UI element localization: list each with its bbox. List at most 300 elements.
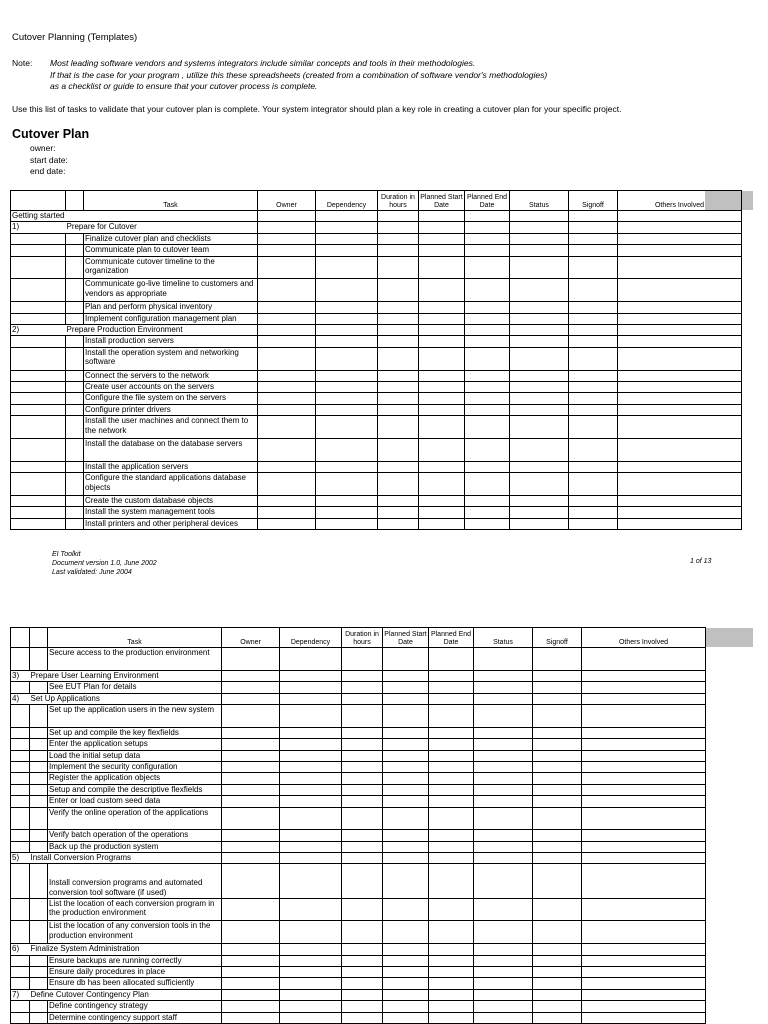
task-name[interactable]: Install production servers (83, 336, 257, 347)
table-cell[interactable] (533, 955, 582, 966)
table-cell[interactable] (568, 393, 617, 404)
table-cell[interactable] (280, 693, 342, 704)
table-cell[interactable] (222, 830, 280, 841)
table-cell[interactable] (617, 336, 741, 347)
table-cell[interactable] (568, 211, 617, 222)
table-cell[interactable] (582, 761, 706, 772)
table-cell[interactable] (257, 518, 315, 529)
table-cell[interactable] (418, 211, 464, 222)
table-cell[interactable] (280, 773, 342, 784)
table-cell[interactable] (533, 773, 582, 784)
table-cell[interactable] (533, 978, 582, 989)
task-name[interactable]: Set up the application users in the new system (48, 704, 222, 727)
table-cell[interactable] (617, 313, 741, 324)
table-cell[interactable] (533, 761, 582, 772)
table-cell[interactable] (429, 967, 474, 978)
table-cell[interactable] (429, 978, 474, 989)
table-cell[interactable] (474, 807, 533, 830)
table-cell[interactable] (464, 313, 509, 324)
table-cell[interactable] (383, 761, 429, 772)
table-cell[interactable] (222, 864, 280, 898)
table-cell[interactable] (474, 784, 533, 795)
table-cell[interactable] (315, 347, 377, 370)
table-cell[interactable] (474, 648, 533, 671)
table-cell[interactable] (222, 807, 280, 830)
table-cell[interactable] (418, 518, 464, 529)
table-cell[interactable] (418, 347, 464, 370)
table-cell[interactable] (315, 438, 377, 461)
table-cell[interactable] (377, 416, 418, 439)
table-cell[interactable] (533, 670, 582, 681)
table-cell[interactable] (617, 416, 741, 439)
table-cell[interactable] (257, 370, 315, 381)
table-cell[interactable] (617, 507, 741, 518)
table-cell[interactable] (568, 404, 617, 415)
table-cell[interactable] (617, 518, 741, 529)
table-cell[interactable] (464, 370, 509, 381)
table-cell[interactable] (568, 381, 617, 392)
table-cell[interactable] (464, 416, 509, 439)
table-cell[interactable] (418, 336, 464, 347)
table-cell[interactable] (582, 978, 706, 989)
table-cell[interactable] (280, 761, 342, 772)
table-cell[interactable] (582, 1012, 706, 1023)
table-cell[interactable] (315, 473, 377, 496)
table-cell[interactable] (315, 404, 377, 415)
table-cell[interactable] (617, 347, 741, 370)
table-cell[interactable] (315, 518, 377, 529)
table-cell[interactable] (617, 381, 741, 392)
task-name[interactable]: Secure access to the production environment (48, 648, 222, 671)
table-cell[interactable] (280, 796, 342, 807)
table-cell[interactable] (280, 807, 342, 830)
table-cell[interactable] (582, 693, 706, 704)
table-cell[interactable] (315, 461, 377, 472)
table-cell[interactable] (509, 211, 568, 222)
table-cell[interactable] (383, 648, 429, 671)
table-cell[interactable] (342, 955, 383, 966)
table-cell[interactable] (342, 682, 383, 693)
table-cell[interactable] (222, 1012, 280, 1023)
table-cell[interactable] (533, 648, 582, 671)
table-cell[interactable] (257, 324, 315, 335)
table-cell[interactable] (257, 495, 315, 506)
table-cell[interactable] (582, 773, 706, 784)
table-cell[interactable] (474, 773, 533, 784)
table-cell[interactable] (617, 211, 741, 222)
table-cell[interactable] (418, 416, 464, 439)
table-cell[interactable] (568, 416, 617, 439)
table-cell[interactable] (582, 807, 706, 830)
table-cell[interactable] (377, 256, 418, 279)
table-cell[interactable] (582, 670, 706, 681)
table-cell[interactable] (617, 279, 741, 302)
table-cell[interactable] (474, 898, 533, 921)
table-cell[interactable] (377, 495, 418, 506)
table-cell[interactable] (257, 302, 315, 313)
table-cell[interactable] (377, 233, 418, 244)
table-cell[interactable] (280, 727, 342, 738)
table-cell[interactable] (280, 921, 342, 944)
table-cell[interactable] (617, 245, 741, 256)
table-cell[interactable] (383, 978, 429, 989)
table-cell[interactable] (342, 727, 383, 738)
table-cell[interactable] (377, 245, 418, 256)
table-cell[interactable] (257, 233, 315, 244)
table-cell[interactable] (582, 864, 706, 898)
table-cell[interactable] (429, 989, 474, 1000)
table-cell[interactable] (582, 830, 706, 841)
table-cell[interactable] (474, 841, 533, 852)
table-cell[interactable] (533, 739, 582, 750)
table-cell[interactable] (509, 507, 568, 518)
table-cell[interactable] (429, 784, 474, 795)
table-cell[interactable] (257, 211, 315, 222)
table-cell[interactable] (222, 739, 280, 750)
table-cell[interactable] (418, 507, 464, 518)
table-cell[interactable] (383, 955, 429, 966)
table-cell[interactable] (509, 313, 568, 324)
table-cell[interactable] (509, 473, 568, 496)
table-cell[interactable] (418, 313, 464, 324)
table-cell[interactable] (509, 438, 568, 461)
table-cell[interactable] (568, 507, 617, 518)
task-name[interactable]: Connect the servers to the network (83, 370, 257, 381)
table-cell[interactable] (568, 347, 617, 370)
table-cell[interactable] (418, 381, 464, 392)
table-cell[interactable] (418, 370, 464, 381)
task-name[interactable]: Communicate plan to cutover team (83, 245, 257, 256)
table-cell[interactable] (474, 682, 533, 693)
table-cell[interactable] (383, 967, 429, 978)
table-cell[interactable] (464, 473, 509, 496)
table-cell[interactable] (377, 507, 418, 518)
table-cell[interactable] (533, 704, 582, 727)
task-name[interactable]: List the location of any conversion tools in the production environment (48, 921, 222, 944)
table-cell[interactable] (464, 324, 509, 335)
task-name[interactable]: Install conversion programs and automated conversion tool software (if used) (48, 864, 222, 898)
table-cell[interactable] (474, 704, 533, 727)
task-name[interactable]: Define contingency strategy (48, 1001, 222, 1012)
table-cell[interactable] (464, 302, 509, 313)
table-cell[interactable] (280, 955, 342, 966)
table-cell[interactable] (222, 704, 280, 727)
table-cell[interactable] (509, 381, 568, 392)
table-cell[interactable] (533, 841, 582, 852)
task-name[interactable]: Configure the file system on the servers (83, 393, 257, 404)
table-cell[interactable] (222, 1001, 280, 1012)
table-cell[interactable] (418, 461, 464, 472)
table-cell[interactable] (222, 670, 280, 681)
table-cell[interactable] (464, 222, 509, 233)
table-cell[interactable] (533, 727, 582, 738)
table-cell[interactable] (509, 302, 568, 313)
table-cell[interactable] (582, 955, 706, 966)
table-cell[interactable] (377, 347, 418, 370)
table-cell[interactable] (509, 370, 568, 381)
table-cell[interactable] (429, 682, 474, 693)
table-cell[interactable] (342, 1012, 383, 1023)
table-cell[interactable] (342, 784, 383, 795)
table-cell[interactable] (222, 841, 280, 852)
table-cell[interactable] (257, 222, 315, 233)
table-cell[interactable] (222, 784, 280, 795)
table-cell[interactable] (474, 955, 533, 966)
table-cell[interactable] (533, 1001, 582, 1012)
table-cell[interactable] (474, 727, 533, 738)
table-cell[interactable] (315, 279, 377, 302)
table-cell[interactable] (383, 807, 429, 830)
table-cell[interactable] (383, 693, 429, 704)
table-cell[interactable] (568, 336, 617, 347)
table-cell[interactable] (568, 324, 617, 335)
table-cell[interactable] (315, 302, 377, 313)
table-cell[interactable] (474, 989, 533, 1000)
table-cell[interactable] (257, 347, 315, 370)
table-cell[interactable] (509, 518, 568, 529)
table-cell[interactable] (280, 1012, 342, 1023)
table-cell[interactable] (617, 256, 741, 279)
table-cell[interactable] (377, 313, 418, 324)
table-cell[interactable] (617, 393, 741, 404)
table-cell[interactable] (429, 693, 474, 704)
task-name[interactable]: Configure the standard applications database objects (83, 473, 257, 496)
table-cell[interactable] (568, 256, 617, 279)
table-cell[interactable] (464, 336, 509, 347)
task-name[interactable]: Plan and perform physical inventory (83, 302, 257, 313)
table-cell[interactable] (464, 245, 509, 256)
table-cell[interactable] (280, 989, 342, 1000)
table-cell[interactable] (582, 796, 706, 807)
task-name[interactable]: Configure printer drivers (83, 404, 257, 415)
table-cell[interactable] (418, 495, 464, 506)
table-cell[interactable] (509, 222, 568, 233)
task-name[interactable]: Verify the online operation of the applications (48, 807, 222, 830)
table-cell[interactable] (464, 279, 509, 302)
table-cell[interactable] (533, 807, 582, 830)
table-cell[interactable] (418, 438, 464, 461)
table-cell[interactable] (383, 864, 429, 898)
table-cell[interactable] (377, 438, 418, 461)
table-cell[interactable] (617, 404, 741, 415)
table-cell[interactable] (377, 336, 418, 347)
task-name[interactable]: List the location of each conversion program in the production environment (48, 898, 222, 921)
table-cell[interactable] (474, 978, 533, 989)
table-cell[interactable] (342, 989, 383, 1000)
table-cell[interactable] (474, 693, 533, 704)
table-cell[interactable] (222, 967, 280, 978)
table-cell[interactable] (342, 773, 383, 784)
table-cell[interactable] (377, 211, 418, 222)
table-cell[interactable] (533, 989, 582, 1000)
task-name[interactable]: Communicate cutover timeline to the organization (83, 256, 257, 279)
table-cell[interactable] (315, 211, 377, 222)
table-cell[interactable] (342, 739, 383, 750)
table-cell[interactable] (383, 830, 429, 841)
table-cell[interactable] (429, 830, 474, 841)
table-cell[interactable] (315, 233, 377, 244)
table-cell[interactable] (533, 853, 582, 864)
task-name[interactable]: Install printers and other peripheral devices (83, 518, 257, 529)
table-cell[interactable] (257, 313, 315, 324)
table-cell[interactable] (342, 841, 383, 852)
table-cell[interactable] (568, 279, 617, 302)
table-cell[interactable] (582, 1001, 706, 1012)
table-cell[interactable] (377, 324, 418, 335)
table-cell[interactable] (383, 739, 429, 750)
table-cell[interactable] (342, 693, 383, 704)
table-cell[interactable] (582, 841, 706, 852)
table-cell[interactable] (474, 830, 533, 841)
table-cell[interactable] (315, 256, 377, 279)
table-cell[interactable] (418, 404, 464, 415)
table-cell[interactable] (429, 704, 474, 727)
table-cell[interactable] (222, 955, 280, 966)
task-name[interactable]: Ensure db has been allocated sufficiently (48, 978, 222, 989)
table-cell[interactable] (383, 682, 429, 693)
table-cell[interactable] (429, 807, 474, 830)
table-cell[interactable] (464, 404, 509, 415)
table-cell[interactable] (429, 670, 474, 681)
table-cell[interactable] (464, 256, 509, 279)
table-cell[interactable] (280, 682, 342, 693)
table-cell[interactable] (280, 704, 342, 727)
table-cell[interactable] (342, 796, 383, 807)
table-cell[interactable] (582, 853, 706, 864)
task-name[interactable]: Enter the application setups (48, 739, 222, 750)
table-cell[interactable] (509, 324, 568, 335)
task-name[interactable]: Register the application objects (48, 773, 222, 784)
task-name[interactable]: Install the database on the database servers (83, 438, 257, 461)
table-cell[interactable] (429, 761, 474, 772)
table-cell[interactable] (383, 704, 429, 727)
table-cell[interactable] (342, 921, 383, 944)
table-cell[interactable] (222, 761, 280, 772)
table-cell[interactable] (582, 704, 706, 727)
table-cell[interactable] (222, 989, 280, 1000)
table-cell[interactable] (280, 978, 342, 989)
table-cell[interactable] (429, 841, 474, 852)
table-cell[interactable] (533, 944, 582, 955)
table-cell[interactable] (280, 841, 342, 852)
table-cell[interactable] (342, 807, 383, 830)
table-cell[interactable] (617, 233, 741, 244)
table-cell[interactable] (342, 898, 383, 921)
table-cell[interactable] (383, 944, 429, 955)
table-cell[interactable] (222, 750, 280, 761)
task-name[interactable]: Implement configuration management plan (83, 313, 257, 324)
table-cell[interactable] (222, 898, 280, 921)
table-cell[interactable] (429, 1012, 474, 1023)
table-cell[interactable] (568, 495, 617, 506)
table-cell[interactable] (474, 1001, 533, 1012)
task-name[interactable]: Create the custom database objects (83, 495, 257, 506)
table-cell[interactable] (315, 222, 377, 233)
table-cell[interactable] (568, 518, 617, 529)
table-cell[interactable] (533, 693, 582, 704)
table-cell[interactable] (377, 370, 418, 381)
table-cell[interactable] (342, 761, 383, 772)
task-name[interactable]: Install the system management tools (83, 507, 257, 518)
table-cell[interactable] (509, 279, 568, 302)
task-name[interactable]: Set up and compile the key flexfields (48, 727, 222, 738)
table-cell[interactable] (582, 989, 706, 1000)
table-cell[interactable] (418, 393, 464, 404)
table-cell[interactable] (509, 495, 568, 506)
table-cell[interactable] (509, 404, 568, 415)
table-cell[interactable] (383, 773, 429, 784)
table-cell[interactable] (568, 245, 617, 256)
table-cell[interactable] (342, 978, 383, 989)
table-cell[interactable] (464, 518, 509, 529)
table-cell[interactable] (464, 438, 509, 461)
table-cell[interactable] (582, 727, 706, 738)
table-cell[interactable] (418, 233, 464, 244)
table-cell[interactable] (617, 324, 741, 335)
table-cell[interactable] (342, 864, 383, 898)
table-cell[interactable] (383, 989, 429, 1000)
table-cell[interactable] (342, 944, 383, 955)
table-cell[interactable] (315, 370, 377, 381)
table-cell[interactable] (342, 648, 383, 671)
table-cell[interactable] (418, 245, 464, 256)
table-cell[interactable] (342, 750, 383, 761)
table-cell[interactable] (222, 727, 280, 738)
table-cell[interactable] (429, 921, 474, 944)
table-cell[interactable] (377, 393, 418, 404)
task-name[interactable]: Back up the production system (48, 841, 222, 852)
table-cell[interactable] (315, 416, 377, 439)
table-cell[interactable] (474, 796, 533, 807)
table-cell[interactable] (280, 750, 342, 761)
table-cell[interactable] (257, 256, 315, 279)
table-cell[interactable] (429, 864, 474, 898)
table-cell[interactable] (464, 347, 509, 370)
table-cell[interactable] (342, 704, 383, 727)
table-cell[interactable] (617, 302, 741, 313)
table-cell[interactable] (315, 381, 377, 392)
table-cell[interactable] (222, 796, 280, 807)
table-cell[interactable] (617, 438, 741, 461)
table-cell[interactable] (582, 967, 706, 978)
table-cell[interactable] (509, 347, 568, 370)
table-cell[interactable] (342, 670, 383, 681)
table-cell[interactable] (257, 245, 315, 256)
table-cell[interactable] (377, 473, 418, 496)
table-cell[interactable] (342, 967, 383, 978)
table-cell[interactable] (418, 302, 464, 313)
table-cell[interactable] (418, 279, 464, 302)
table-cell[interactable] (280, 739, 342, 750)
table-cell[interactable] (429, 648, 474, 671)
table-cell[interactable] (315, 507, 377, 518)
task-name[interactable]: Determine contingency support staff (48, 1012, 222, 1023)
table-cell[interactable] (582, 944, 706, 955)
table-cell[interactable] (222, 693, 280, 704)
table-cell[interactable] (582, 648, 706, 671)
table-cell[interactable] (257, 404, 315, 415)
table-cell[interactable] (257, 438, 315, 461)
table-cell[interactable] (257, 507, 315, 518)
table-cell[interactable] (257, 381, 315, 392)
table-cell[interactable] (509, 336, 568, 347)
table-cell[interactable] (533, 750, 582, 761)
table-cell[interactable] (280, 648, 342, 671)
table-cell[interactable] (582, 750, 706, 761)
table-cell[interactable] (474, 944, 533, 955)
table-cell[interactable] (342, 1001, 383, 1012)
table-cell[interactable] (509, 393, 568, 404)
